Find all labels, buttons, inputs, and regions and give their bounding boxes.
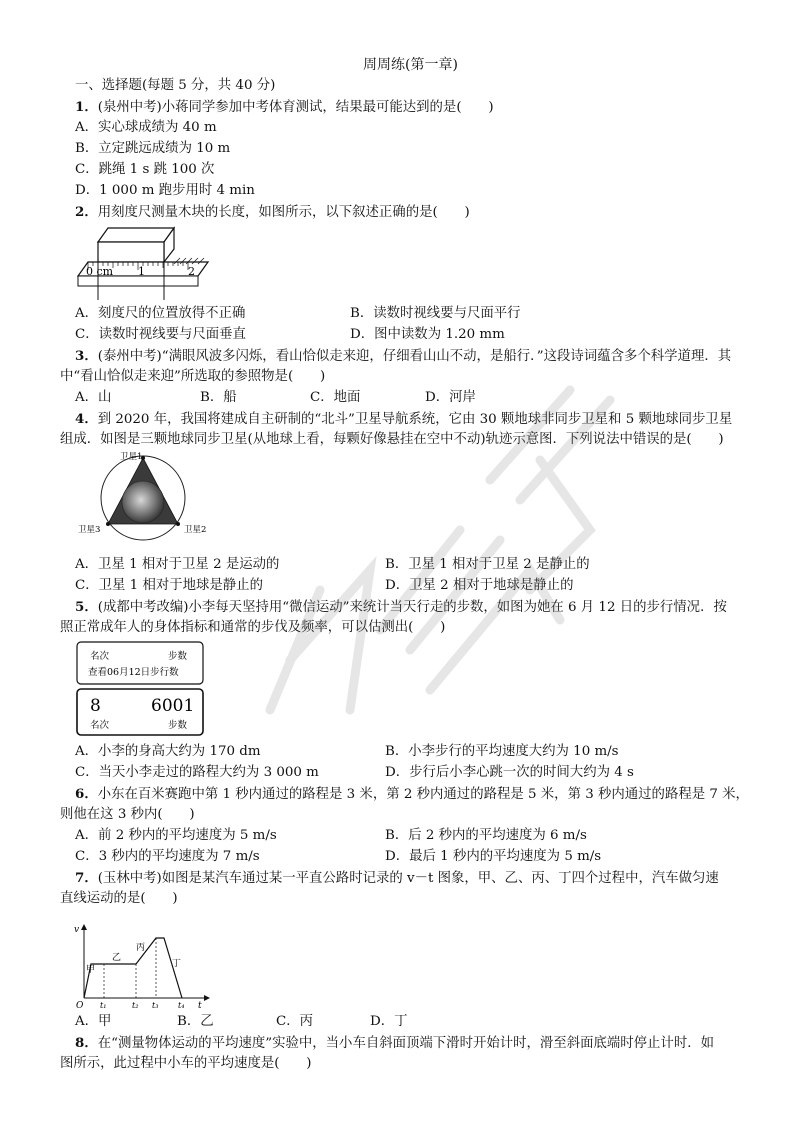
q3-option-c: C．地面 bbox=[310, 390, 361, 405]
t2-label: t₂ bbox=[132, 1001, 139, 1008]
q7-option-b: B．乙 bbox=[177, 1014, 214, 1029]
question-8-number: 8． bbox=[75, 1035, 98, 1051]
question-2-stem: 用刻度尺测量木块的长度，如图所示，以下叙述正确的是( ) bbox=[97, 205, 470, 220]
process-yi-label: 乙 bbox=[112, 953, 122, 963]
q3-option-b: B．船 bbox=[200, 390, 237, 405]
question-8-stem-line2: 图所示，此过程中小车的平均速度是( ) bbox=[60, 1056, 312, 1071]
satellite-2-label: 卫星2 bbox=[184, 525, 207, 535]
q5-option-a: A．小李的身高大约为 170 dm bbox=[75, 744, 261, 759]
satellite-2-icon bbox=[176, 522, 180, 526]
q5-option-c: C．当天小李走过的路程大约为 3 000 m bbox=[75, 765, 319, 780]
dashed-guides bbox=[104, 938, 156, 998]
q7-option-c: C．丙 bbox=[276, 1014, 314, 1029]
t-axis-arrow-icon bbox=[204, 995, 210, 1001]
ruler-block-figure bbox=[74, 222, 224, 302]
q6-option-c: C．3 秒内的平均速度为 7 m/s bbox=[75, 849, 260, 864]
q6-option-d: D．最后 1 秒内的平均速度为 5 m/s bbox=[385, 849, 602, 864]
process-jia-label: 甲 bbox=[86, 965, 96, 975]
question-7-stem-line1: (玉林中考)如图是某汽车通过某一平直公路时记录的 v－t 图象，甲、乙、丙、丁四个过程中，汽车做匀速 bbox=[97, 871, 719, 886]
q5-option-d: D．步行后小李心跳一次的时间大约为 4 s bbox=[385, 765, 634, 780]
section-heading: 一、选择题(每题 5 分，共 40 分) bbox=[75, 78, 276, 93]
t4-label: t₄ bbox=[178, 1001, 185, 1008]
t1-label: t₁ bbox=[100, 1001, 107, 1008]
question-5 bbox=[75, 598, 727, 617]
q3-option-d: D．河岸 bbox=[425, 390, 476, 405]
footer-steps-label: 步数 bbox=[168, 720, 188, 731]
v-axis-label: v bbox=[74, 925, 80, 935]
q2-option-d: D．图中读数为 1.20 mm bbox=[350, 327, 505, 342]
question-8-stem-line1: 在“测量物体运动的平均速度”实验中，当小车自斜面顶端下滑时开始计时，滑至斜面底端时停止计时．如 bbox=[97, 1036, 714, 1051]
question-7-stem-line2: 直线运动的是( ) bbox=[60, 891, 178, 906]
q2-option-c: C．读数时视线要与尺面垂直 bbox=[75, 327, 246, 342]
question-3-number: 3． bbox=[75, 348, 98, 364]
q2-option-a: A．刻度尺的位置放得不正确 bbox=[75, 306, 246, 321]
block-front-face bbox=[98, 242, 164, 262]
q5-option-b: B．小李步行的平均速度大约为 10 m/s bbox=[385, 744, 619, 759]
q6-option-b: B．后 2 秒内的平均速度为 6 m/s bbox=[385, 828, 587, 843]
vt-graph-figure bbox=[72, 922, 212, 1008]
v-axis-arrow-icon bbox=[81, 924, 87, 930]
q4-option-d: D．卫星 2 相对于地球是静止的 bbox=[385, 578, 574, 593]
question-5-stem-line2: 照正常成年人的身体指标和通常的步伐及频率，可以估测出( ) bbox=[60, 620, 446, 635]
ruler-label-0: 0 cm bbox=[86, 265, 114, 278]
question-6-number: 6． bbox=[75, 786, 98, 802]
question-3-stem-line2: 中“看山恰似走来迎”所选取的参照物是( ) bbox=[60, 369, 326, 384]
q4-option-a: A．卫星 1 相对于卫星 2 是运动的 bbox=[75, 557, 280, 572]
q7-option-d: D．丁 bbox=[370, 1014, 408, 1029]
question-1-number: 1． bbox=[75, 99, 98, 115]
question-3-stem-line1: (泰州中考)“满眼风波多闪烁，看山恰似走来迎，仔细看山山不动，是船行．”这段诗词蕴含多个科学道理．其 bbox=[97, 349, 732, 364]
ruler-label-2: 2 bbox=[188, 265, 195, 278]
q6-option-a: A．前 2 秒内的平均速度为 5 m/s bbox=[75, 828, 277, 843]
question-7-number: 7． bbox=[75, 870, 98, 886]
satellite-3-icon bbox=[106, 522, 110, 526]
satellite-3-label: 卫星3 bbox=[78, 525, 101, 535]
origin-label: O bbox=[76, 1001, 84, 1008]
ruler-label-1: 1 bbox=[138, 265, 145, 278]
question-5-stem-line1: (成都中考改编)小李每天坚持用“微信运动”来统计当天行走的步数，如图为她在 6 月 12 日的步行情况．按 bbox=[97, 600, 727, 615]
satellite-orbit-figure bbox=[78, 450, 218, 545]
question-4-stem-line2: 组成．如图是三颗地球同步卫星(从地球上看，每颗好像悬挂在空中不动)轨迹示意图．下列说法中错误的是( ) bbox=[60, 432, 724, 447]
question-5-number: 5． bbox=[75, 599, 98, 615]
question-7 bbox=[75, 869, 719, 888]
process-ding-label: 丁 bbox=[172, 959, 182, 969]
satellite-1-label: 卫星1 bbox=[120, 452, 143, 462]
q4-option-c: C．卫星 1 相对于地球是静止的 bbox=[75, 578, 263, 593]
footer-rank-label: 名次 bbox=[90, 720, 110, 731]
page-title: 周周练(第一章) bbox=[363, 57, 458, 73]
question-1 bbox=[75, 98, 494, 117]
rank-value: 8 bbox=[90, 696, 101, 716]
block-top-face bbox=[98, 228, 174, 242]
q1-option-b: B．立定跳远成绩为 10 m bbox=[75, 141, 231, 156]
question-1-stem: (泉州中考)小蒋同学参加中考体育测试，结果最可能达到的是( ) bbox=[97, 100, 494, 115]
q7-option-a: A．甲 bbox=[75, 1014, 112, 1029]
q2-option-b: B．读数时视线要与尺面平行 bbox=[350, 306, 521, 321]
t-axis-label: t bbox=[198, 1001, 202, 1008]
question-6-stem-line2: 则他在这 3 秒内( ) bbox=[60, 807, 195, 822]
process-bing-label: 丙 bbox=[136, 943, 146, 953]
question-6-stem-line1: 小东在百米赛跑中第 1 秒内通过的路程是 3 米，第 2 秒内通过的路程是 5 米，第 3 秒内通过的路程是 7 米， bbox=[97, 787, 749, 802]
header-steps-label: 步数 bbox=[168, 651, 188, 662]
q1-option-c: C．跳绳 1 s 跳 100 次 bbox=[75, 162, 215, 177]
question-2-number: 2． bbox=[75, 204, 98, 220]
question-3 bbox=[75, 347, 731, 366]
question-4-stem-line1: 到 2020 年，我国将建成自主研制的“北斗”卫星导航系统，它由 30 颗地球非同步卫星和 5 颗地球同步卫星 bbox=[97, 412, 733, 427]
q3-option-a: A．山 bbox=[75, 390, 112, 405]
question-2 bbox=[75, 203, 470, 222]
q1-option-a: A．实心球成绩为 40 m bbox=[75, 120, 217, 135]
earth-icon bbox=[122, 481, 164, 523]
q4-option-b: B．卫星 1 相对于卫星 2 是静止的 bbox=[385, 557, 590, 572]
question-4 bbox=[75, 410, 732, 429]
vt-curve bbox=[84, 938, 182, 998]
steps-caption: 查看06月12日步行数 bbox=[88, 667, 179, 678]
q1-option-d: D．1 000 m 跑步用时 4 min bbox=[75, 183, 255, 198]
header-rank-label: 名次 bbox=[90, 651, 110, 662]
question-6 bbox=[75, 785, 749, 804]
question-4-number: 4． bbox=[75, 411, 98, 427]
wechat-steps-figure bbox=[76, 641, 206, 737]
question-8 bbox=[75, 1034, 714, 1053]
t3-label: t₃ bbox=[152, 1001, 159, 1008]
steps-value: 6001 bbox=[151, 696, 195, 716]
